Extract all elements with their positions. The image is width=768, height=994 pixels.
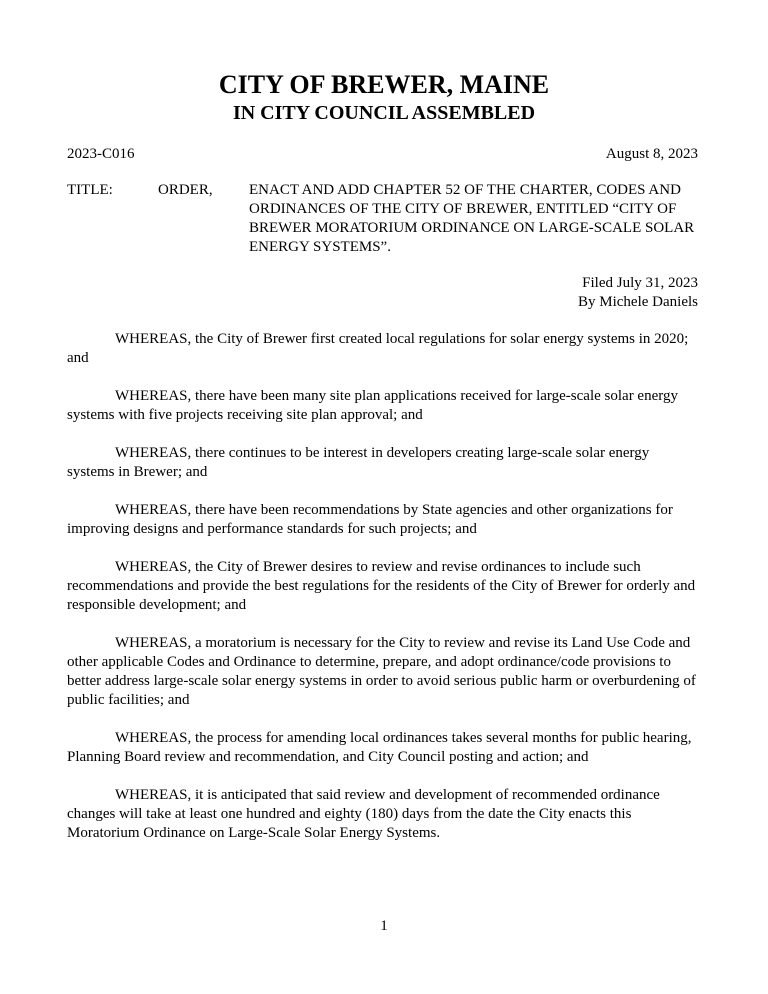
whereas-paragraph-3: WHEREAS, there continues to be interest in developers creating large-scale solar energy systems in Brewer; and bbox=[67, 445, 650, 480]
whereas-paragraph-7: WHEREAS, the process for amending local ordinances takes several months for public hearing, Planning Board review and recommendation, and City Council posting and action; and bbox=[67, 730, 692, 765]
whereas-paragraph-8: WHEREAS, it is anticipated that said review and development of recommended ordinance changes will take at least one hundred and eighty (180) days from the date the City enacts this Moratorium Ordinance on Large-Scale Solar Energy Systems. bbox=[67, 787, 660, 841]
title-text: ENACT AND ADD CHAPTER 52 OF THE CHARTER, CODES AND ORDINANCES OF THE CITY OF BREWER, ENTITLED “CITY OF BREWER MORATORIUM ORDINANCE ON LARGE-SCALE SOLAR ENERGY SYSTEMS”. bbox=[249, 182, 695, 255]
page-number: 1 bbox=[380, 918, 388, 934]
filed-by: By Michele Daniels bbox=[578, 294, 698, 310]
whereas-paragraph-1: WHEREAS, the City of Brewer first created local regulations for solar energy systems in 2020; and bbox=[67, 331, 689, 366]
filed-block bbox=[578, 274, 698, 312]
filed-date: Filed July 31, 2023 bbox=[582, 275, 698, 291]
whereas-paragraph-2: WHEREAS, there have been many site plan applications received for large-scale solar energy systems with five projects receiving site plan approval; and bbox=[67, 388, 678, 423]
document-subtitle: IN CITY COUNCIL ASSEMBLED bbox=[232, 102, 536, 124]
title-label: TITLE: bbox=[67, 182, 113, 198]
whereas-clauses bbox=[67, 330, 700, 862]
order-number: 2023-C016 bbox=[67, 146, 135, 162]
whereas-paragraph-6: WHEREAS, a moratorium is necessary for the City to review and revise its Land Use Code and other applicable Codes and Ordinance to determine, prepare, and adopt ordinance/code provisions to better address large-scale solar energy systems in order to avoid serious public harm or overburdening of public facilities; and bbox=[67, 635, 696, 708]
document-title: CITY OF BREWER, MAINE bbox=[218, 70, 550, 99]
title-type: ORDER, bbox=[158, 182, 213, 198]
order-date: August 8, 2023 bbox=[605, 146, 698, 162]
whereas-paragraph-4: WHEREAS, there have been recommendations by State agencies and other organizations for improving designs and performance standards for such projects; and bbox=[67, 502, 673, 537]
whereas-paragraph-5: WHEREAS, the City of Brewer desires to review and revise ordinances to include such recommendations and provide the best regulations for the residents of the City of Brewer for orderly and responsible development; and bbox=[67, 559, 696, 613]
